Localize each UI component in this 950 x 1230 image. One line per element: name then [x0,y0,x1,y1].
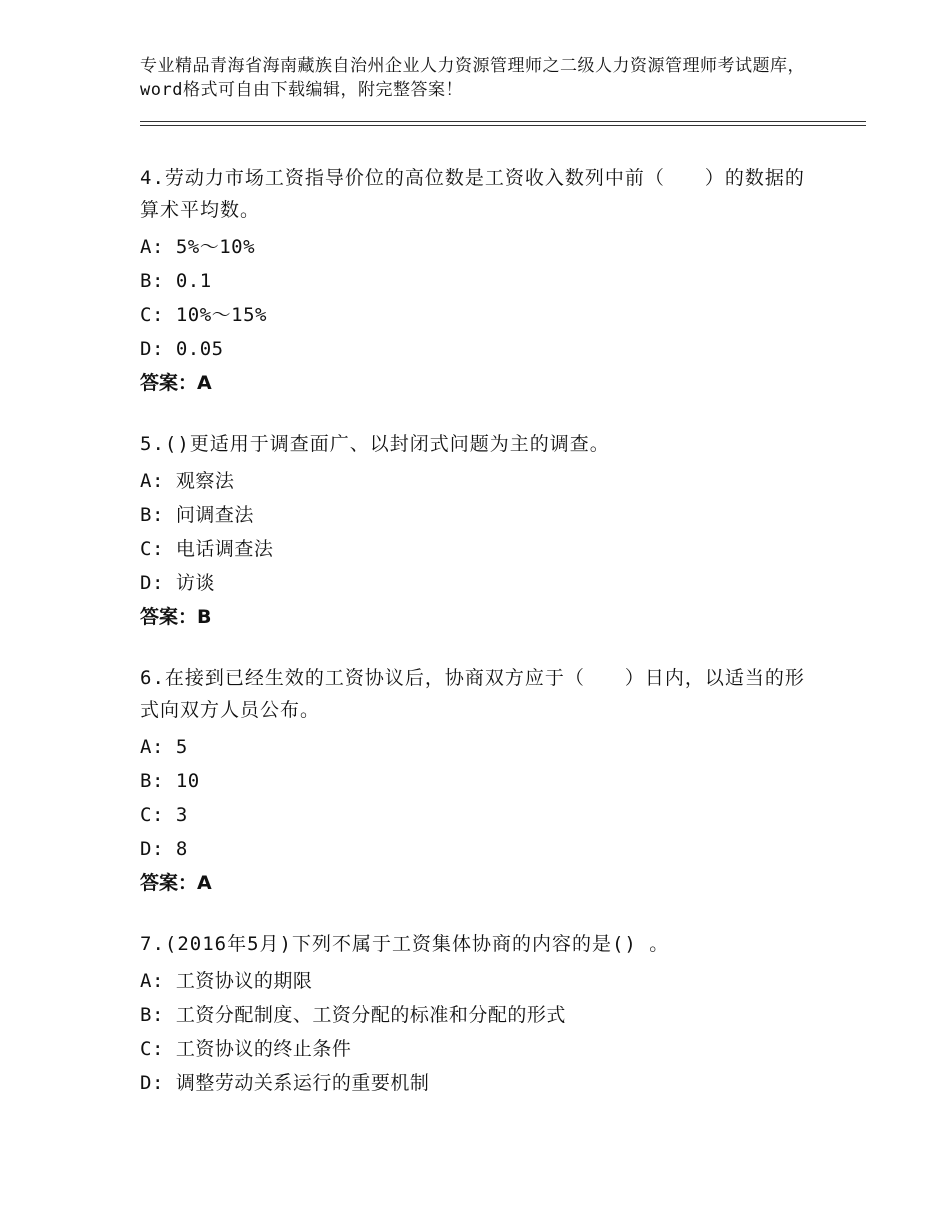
option-c: C: 10%～15% [140,304,267,326]
question-text: 7.(2016年5月)下列不属于工资集体协商的内容的是() 。 [140,933,670,955]
question-5 [140,428,820,634]
document-header-title: 专业精品青海省海南藏族自治州企业人力资源管理师之二级人力资源管理师考试题库，word格式可自由下载编辑，附完整答案！ [140,56,805,100]
question-6 [140,662,820,900]
question-list [140,162,820,1128]
option-b: B: 10 [140,770,200,792]
option-a: A: 5 [140,736,188,758]
option-c: C: 电话调查法 [140,538,274,560]
question-text: 4.劳动力市场工资指导价位的高位数是工资收入数列中前（ ）的数据的算术平均数。 [140,167,805,221]
option-b: B: 问调查法 [140,504,254,526]
question-4 [140,162,820,400]
option-d: D: 8 [140,838,188,860]
option-a: A: 工资协议的期限 [140,970,313,992]
option-b: B: 0.1 [140,270,212,292]
header-divider-bottom [140,125,866,126]
answer-label: 答案：B [140,606,212,628]
option-c: C: 工资协议的终止条件 [140,1038,352,1060]
option-d: D: 调整劳动关系运行的重要机制 [140,1072,430,1094]
option-a: A: 5%～10% [140,236,256,258]
question-7 [140,928,820,1100]
option-a: A: 观察法 [140,470,235,492]
question-text: 6.在接到已经生效的工资协议后，协商双方应于（ ）日内，以适当的形式向双方人员公布。 [140,667,805,721]
option-d: D: 访谈 [140,572,215,594]
question-text: 5.()更适用于调查面广、以封闭式问题为主的调查。 [140,433,610,455]
option-c: C: 3 [140,804,188,826]
answer-label: 答案：A [140,872,212,894]
answer-label: 答案：A [140,372,212,394]
option-b: B: 工资分配制度、工资分配的标准和分配的形式 [140,1004,566,1026]
header-divider-top [140,121,866,122]
option-d: D: 0.05 [140,338,224,360]
